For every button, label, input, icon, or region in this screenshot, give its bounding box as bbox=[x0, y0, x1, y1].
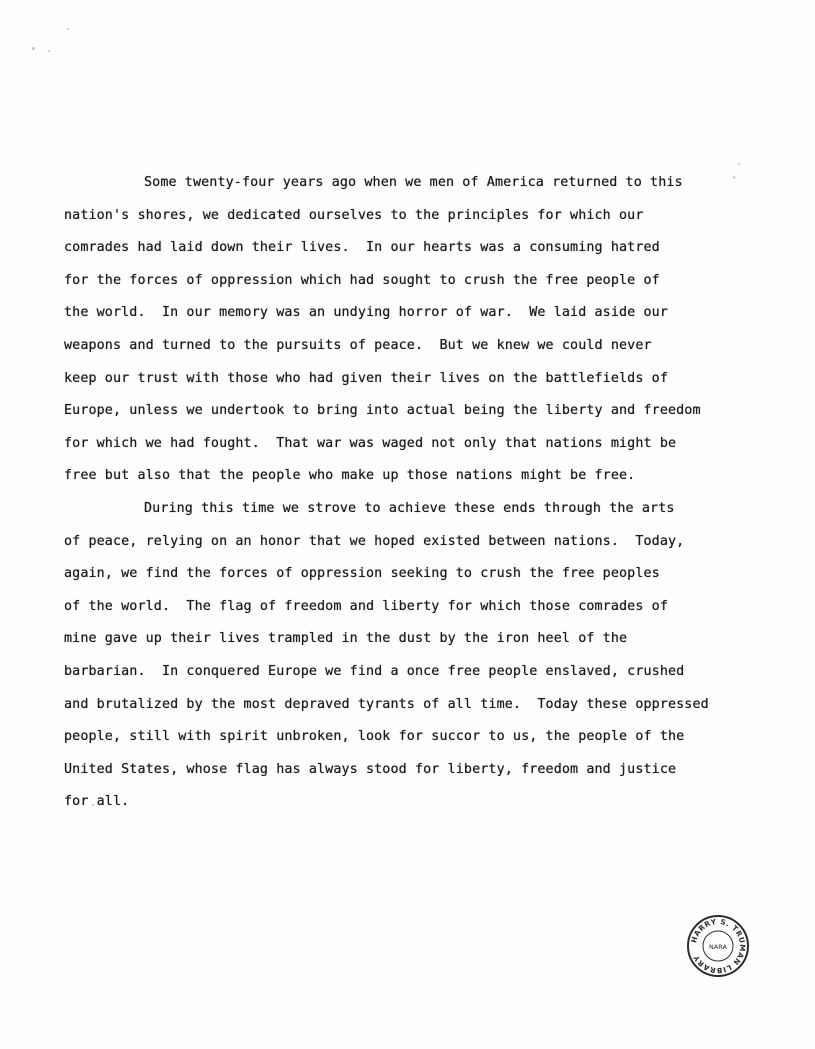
text-line: nation's shores, we dedicated ourselves to the principles for which our bbox=[64, 207, 644, 223]
text-line: for the forces of oppression which had sought to crush the free people of bbox=[64, 272, 660, 288]
text-line: keep our trust with those who had given their lives on the battlefields of bbox=[64, 370, 668, 386]
text-line: barbarian. In conquered Europe we find a once free people enslaved, crushed bbox=[64, 663, 685, 679]
text-line: people, still with spirit unbroken, look for succor to us, the people of the bbox=[64, 729, 685, 745]
scan-speck bbox=[48, 50, 50, 52]
text-line: comrades had laid down their lives. In our hearts was a consuming hatred bbox=[64, 240, 660, 256]
text-line: of peace, relying on an honor that we hoped existed between nations. Today, bbox=[64, 533, 685, 549]
text-line: of the world. The flag of freedom and liberty for which those comrades of bbox=[64, 598, 668, 614]
paragraph-2 bbox=[64, 493, 764, 819]
text-line: mine gave up their lives trampled in the dust by the iron heel of the bbox=[64, 631, 628, 647]
text-line: for which we had fought. That war was waged not only that nations might be bbox=[64, 435, 677, 451]
text-line: again, we find the forces of oppression seeking to crush the free peoples bbox=[64, 566, 660, 582]
scan-speck bbox=[67, 28, 69, 30]
text-line: United States, whose flag has always stood for liberty, freedom and justice bbox=[64, 761, 677, 777]
text-line: free but also that the people who make up those nations might be free. bbox=[64, 468, 636, 484]
scan-speck bbox=[738, 163, 740, 165]
stamp-ring-text: HARRY S. TRUMAN LIBRARY bbox=[689, 916, 748, 976]
scan-speck bbox=[32, 47, 35, 50]
text-line: Some twenty-four years ago when we men of America returned to this bbox=[144, 175, 683, 190]
text-line: the world. In our memory was an undying horror of war. We laid aside our bbox=[64, 305, 668, 321]
stamp-center-text: NARA bbox=[708, 943, 728, 951]
text-line: During this time we strove to achieve these ends through the arts bbox=[144, 500, 675, 516]
paragraph-1 bbox=[64, 167, 764, 493]
text-line: weapons and turned to the pursuits of peace. But we knew we could never bbox=[64, 337, 652, 353]
library-stamp-seal bbox=[686, 914, 750, 978]
letter-body bbox=[64, 167, 764, 819]
text-line: for all. bbox=[64, 794, 130, 810]
text-line: Europe, unless we undertook to bring into actual being the liberty and freedom bbox=[64, 403, 701, 419]
text-line: and brutalized by the most depraved tyrants of all time. Today these oppressed bbox=[64, 696, 709, 712]
